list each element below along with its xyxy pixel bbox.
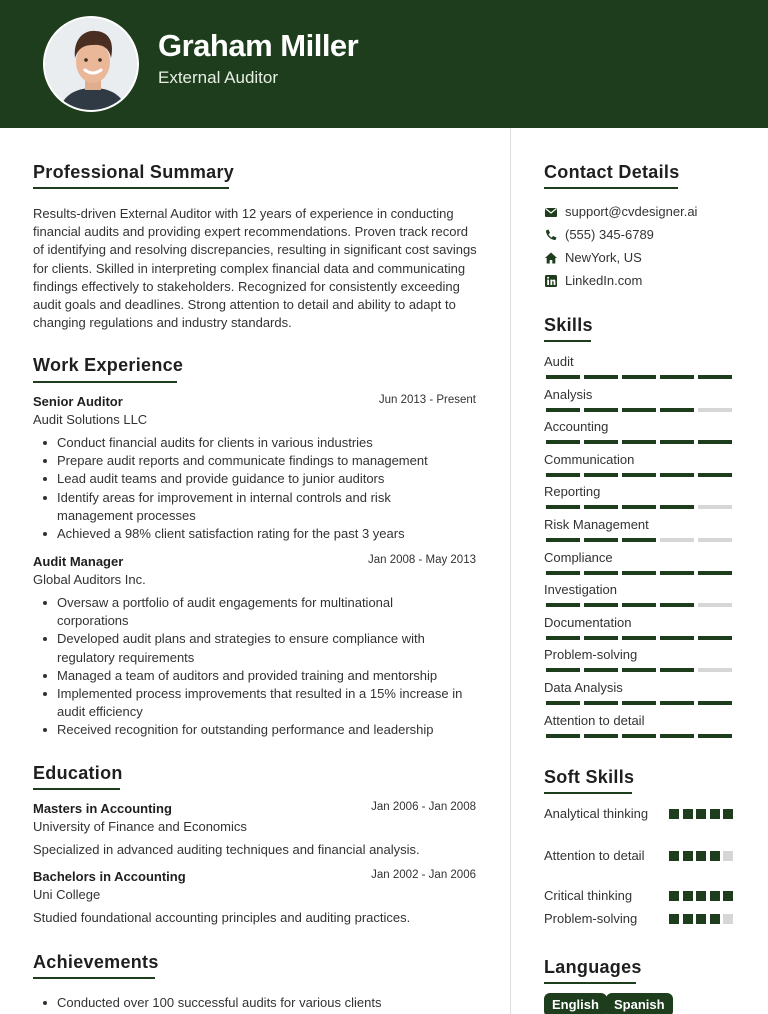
skill-label: Accounting — [544, 419, 609, 435]
soft-skill-rating-square — [723, 809, 733, 819]
soft-skill-rating-square — [696, 891, 706, 901]
soft-skill-rating-square — [669, 851, 679, 861]
achievement-bullets — [33, 994, 478, 1012]
skill-level-segment — [660, 375, 694, 379]
languages-underline — [544, 982, 636, 984]
skill-label: Communication — [544, 451, 635, 467]
skill-level-segment — [622, 603, 656, 607]
skill-level-segment — [584, 473, 618, 477]
skill-level-segment — [698, 440, 732, 444]
skill-level-bar — [544, 734, 734, 739]
skill-level-bar — [544, 408, 734, 413]
skill-label: Investigation — [544, 582, 617, 598]
job-bullets — [33, 434, 478, 543]
education-heading: Education — [33, 763, 123, 783]
person-portrait-icon — [45, 18, 139, 112]
job-title: Senior Auditor — [33, 394, 123, 409]
soft-skill-rating-square — [710, 914, 720, 924]
skill-level-segment — [584, 408, 618, 412]
skill-level-segment — [546, 440, 580, 444]
skill-level-segment — [660, 408, 694, 412]
envelope-icon — [544, 205, 558, 219]
list-item: Prepare audit reports and communicate findings to management — [33, 452, 478, 470]
skill-level-segment — [622, 538, 656, 542]
skill-level-bar — [544, 505, 734, 510]
skill-level-segment — [698, 538, 732, 542]
soft-skills-underline — [544, 792, 632, 794]
skill-level-segment — [660, 505, 694, 509]
job-title: Audit Manager — [33, 554, 124, 569]
skill-level-segment — [698, 701, 732, 705]
skill-level-segment — [622, 668, 656, 672]
skill-level-segment — [546, 473, 580, 477]
skills-underline — [544, 340, 591, 342]
skill-level-segment — [660, 571, 694, 575]
skill-level-bar — [544, 440, 734, 445]
skill-level-segment — [660, 734, 694, 738]
skill-level-bar — [544, 375, 734, 380]
phone-text: (555) 345-6789 — [565, 227, 654, 242]
skill-level-segment — [622, 440, 656, 444]
education-description: Specialized in advanced auditing techniques and financial analysis. — [33, 842, 420, 857]
list-item: Managed a team of auditors and provided training and mentorship — [33, 667, 478, 685]
soft-skill-rating-square — [710, 891, 720, 901]
summary-text: Results-driven External Auditor with 12 years of experience in conducting financial audits and providing expert recommendations. Proven track record of identifying and resolving discrepancies, resulting in significant cost savings for clients. Skilled in interpreting complex financial data and communicating findings effectively to stakeholders. Recognized for consistently exceeding audit goals and deadlines. Strong attention to detail and ability to adapt to changing regulations and industry standards. — [33, 206, 477, 331]
skill-level-segment — [584, 668, 618, 672]
soft-skill-rating-square — [683, 914, 693, 924]
skill-level-segment — [660, 701, 694, 705]
skill-level-segment — [584, 701, 618, 705]
job-company: Global Auditors Inc. — [33, 572, 146, 587]
soft-skill-rating-square — [723, 891, 733, 901]
contact-underline — [544, 187, 678, 189]
skill-level-segment — [546, 571, 580, 575]
skill-level-segment — [546, 375, 580, 379]
skill-label: Problem-solving — [544, 647, 638, 663]
experience-heading: Work Experience — [33, 355, 184, 375]
soft-skill-rating-square — [723, 914, 733, 924]
education-date: Jan 2002 - Jan 2006 — [371, 869, 476, 881]
list-item: Received recognition for outstanding performance and leadership — [33, 721, 478, 739]
skill-level-segment — [660, 473, 694, 477]
skill-label: Analysis — [544, 386, 593, 402]
soft-skill-rating-square — [710, 809, 720, 819]
degree-title: Masters in Accounting — [33, 801, 172, 816]
achievements-heading: Achievements — [33, 952, 159, 972]
soft-skill-rating-square — [696, 914, 706, 924]
school-name: Uni College — [33, 887, 101, 902]
experience-underline — [33, 381, 177, 383]
skill-label: Audit — [544, 354, 574, 369]
column-divider — [510, 128, 511, 1014]
soft-skill-label: Attention to detail — [544, 848, 645, 863]
summary-underline — [33, 187, 229, 189]
skill-level-segment — [546, 636, 580, 640]
soft-skill-label: Critical thinking — [544, 888, 633, 903]
achievements-underline — [33, 977, 155, 979]
candidate-name: Graham Miller — [158, 28, 359, 63]
list-item: Oversaw a portfolio of audit engagements for multinational corporations — [33, 594, 413, 630]
candidate-title: External Auditor — [158, 68, 279, 87]
job-date: Jan 2008 - May 2013 — [367, 554, 476, 566]
skill-level-segment — [622, 571, 656, 575]
skill-level-segment — [660, 538, 694, 542]
skill-level-bar — [544, 571, 734, 576]
skill-level-bar — [544, 636, 734, 641]
soft-skill-rating-square — [723, 851, 733, 861]
skill-level-segment — [660, 668, 694, 672]
skill-level-segment — [698, 603, 732, 607]
languages-heading: Languages — [544, 957, 642, 977]
resume-header — [0, 0, 768, 128]
skill-level-segment — [698, 473, 732, 477]
list-item: Developed audit plans and strategies to ensure compliance with regulatory requirements — [33, 630, 443, 666]
education-underline — [33, 788, 120, 790]
list-item: Conducted over 100 successful audits for various clients — [33, 994, 478, 1012]
skill-level-segment — [584, 538, 618, 542]
skill-level-bar — [544, 538, 734, 543]
skill-level-segment — [698, 408, 732, 412]
skill-level-segment — [660, 636, 694, 640]
skills-heading: Skills — [544, 315, 593, 335]
language-badge: Spanish — [606, 993, 673, 1014]
skill-level-segment — [698, 505, 732, 509]
skill-level-segment — [622, 375, 656, 379]
skill-level-segment — [622, 636, 656, 640]
skill-label: Risk Management — [544, 517, 649, 532]
skill-level-segment — [584, 571, 618, 575]
education-date: Jan 2006 - Jan 2008 — [371, 801, 476, 813]
skill-level-segment — [698, 668, 732, 672]
skill-level-segment — [698, 636, 732, 640]
skill-level-bar — [544, 701, 734, 706]
contact-heading: Contact Details — [544, 162, 680, 182]
skill-level-segment — [546, 505, 580, 509]
skill-level-segment — [546, 408, 580, 412]
email-text: support@cvdesigner.ai — [565, 204, 698, 219]
list-item: Conduct financial audits for clients in various industries — [33, 434, 478, 452]
list-item: Lead audit teams and provide guidance to junior auditors — [33, 470, 478, 488]
skill-level-segment — [698, 375, 732, 379]
soft-skill-rating-square — [683, 891, 693, 901]
skill-level-segment — [660, 440, 694, 444]
skill-label: Attention to detail — [544, 712, 645, 728]
soft-skill-rating-square — [696, 809, 706, 819]
list-item: Achieved a 98% client satisfaction rating for the past 3 years — [33, 525, 478, 543]
school-name: University of Finance and Economics — [33, 819, 247, 834]
job-company: Audit Solutions LLC — [33, 412, 148, 427]
skill-level-segment — [622, 505, 656, 509]
job-bullets — [33, 594, 478, 740]
skill-label: Compliance — [544, 549, 613, 565]
skill-level-segment — [584, 734, 618, 738]
location-text: NewYork, US — [565, 250, 642, 265]
degree-title: Bachelors in Accounting — [33, 869, 186, 884]
list-item: Implemented process improvements that resulted in a 15% increase in audit efficiency — [33, 685, 478, 721]
skill-level-segment — [622, 734, 656, 738]
skill-level-segment — [546, 603, 580, 607]
skill-level-segment — [622, 408, 656, 412]
skill-level-bar — [544, 603, 734, 608]
soft-skill-label: Analytical thinking — [544, 806, 649, 821]
soft-skill-rating-square — [683, 809, 693, 819]
soft-skill-label: Problem-solving — [544, 911, 638, 926]
skill-level-segment — [546, 701, 580, 705]
job-date: Jun 2013 - Present — [378, 394, 476, 406]
skill-label: Data Analysis — [544, 680, 623, 695]
skill-level-bar — [544, 668, 734, 673]
avatar — [43, 16, 139, 112]
skill-level-segment — [660, 603, 694, 607]
home-icon — [544, 251, 558, 265]
summary-heading: Professional Summary — [33, 162, 235, 182]
education-description: Studied foundational accounting principles and auditing practices. — [33, 910, 411, 925]
skill-level-segment — [622, 701, 656, 705]
soft-skill-rating-square — [696, 851, 706, 861]
linkedin-text[interactable]: LinkedIn.com — [565, 273, 643, 288]
skill-level-segment — [622, 473, 656, 477]
soft-skill-rating-square — [710, 851, 720, 861]
skill-level-segment — [584, 375, 618, 379]
soft-skill-rating-square — [669, 891, 679, 901]
skill-label: Reporting — [544, 484, 601, 500]
skill-level-segment — [584, 505, 618, 509]
skill-level-segment — [584, 636, 618, 640]
skill-level-segment — [584, 440, 618, 444]
skill-level-segment — [546, 668, 580, 672]
skill-level-segment — [546, 734, 580, 738]
soft-skill-rating-square — [683, 851, 693, 861]
linkedin-icon — [544, 274, 558, 288]
skill-level-bar — [544, 473, 734, 478]
phone-icon — [544, 228, 558, 242]
skill-level-segment — [546, 538, 580, 542]
soft-skills-heading: Soft Skills — [544, 767, 635, 787]
soft-skill-rating-square — [669, 809, 679, 819]
skill-level-segment — [698, 571, 732, 575]
skill-level-segment — [698, 734, 732, 738]
skill-level-segment — [584, 603, 618, 607]
skill-label: Documentation — [544, 614, 632, 630]
language-badge: English — [544, 993, 607, 1014]
list-item: Identify areas for improvement in internal controls and risk management processes — [33, 489, 413, 525]
soft-skill-rating-square — [669, 914, 679, 924]
